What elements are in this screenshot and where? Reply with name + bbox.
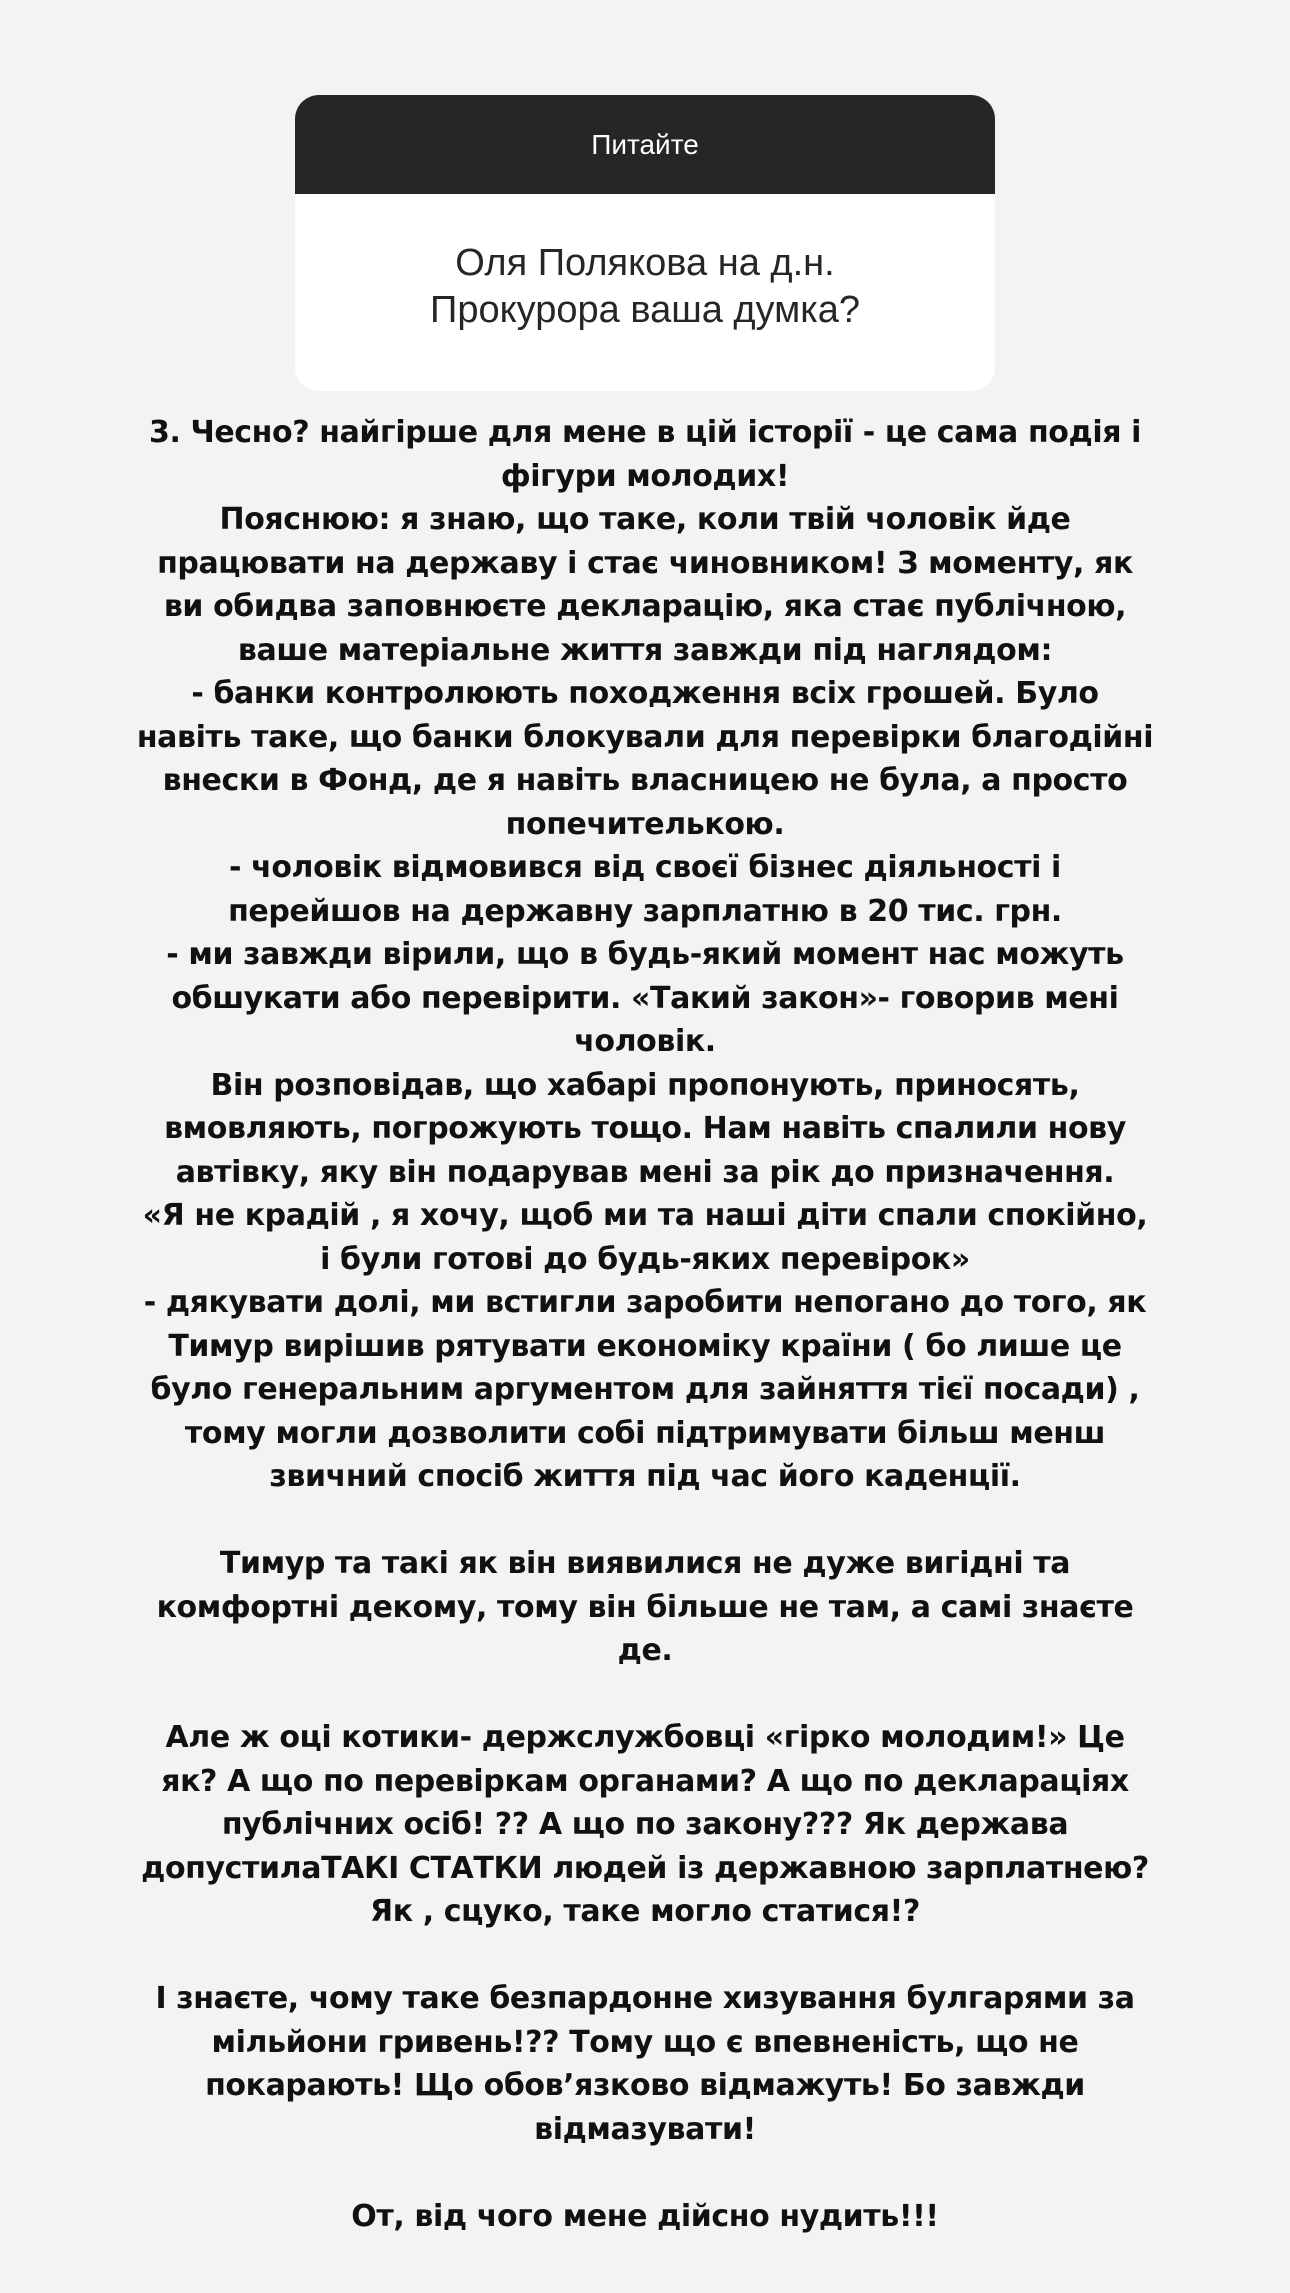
answer-line [110, 1499, 1180, 1543]
answer-line: Але ж оці котики- держслужбовці «гірко молодим!» Це [165, 1720, 1125, 1755]
answer-line: Пояснюю: я знаю, що таке, коли твій чоловік йде [219, 502, 1071, 537]
answer-line: От, від чого мене дійсно нудить!!! [351, 2198, 939, 2234]
answer-line: попечителькою. [505, 806, 785, 842]
answer-line: де. [617, 1633, 673, 1668]
answer-line: - чоловік відмовився від своєї бізнес діяльності і [229, 850, 1061, 885]
answer-line: публічних осіб! ?? А що по закону??? Як держава [221, 1807, 1069, 1842]
answer-line: автівку, яку він подарував мені за рік до призначення. [175, 1154, 1115, 1190]
answer-line: чоловік. [574, 1024, 716, 1059]
answer-line: допустилаТАКІ СТАТКИ людей із державною зарплатнею? [141, 1850, 1149, 1886]
answer-line: і були готові до будь-яких перевірок» [320, 1241, 970, 1277]
answer-line: навіть таке, що банки блокували для перевірки благодійні [136, 719, 1154, 755]
answer-line: було генеральним аргументом для зайняття тієї посади) , [150, 1372, 1140, 1407]
question-text: Оля Полякова на д.н. Прокурора ваша думка? [430, 241, 860, 331]
answer-line: «Я не крадій , я хочу, щоб ми та наші діти спали спокійно, [142, 1198, 1148, 1233]
answer-line: Він розповідав, що хабарі пропонують, приносять, [210, 1067, 1080, 1103]
answer-line: - банки контролюють походження всіх грошей. Було [191, 676, 1099, 711]
answer-line: відмазувати! [534, 2111, 756, 2147]
answer-line: Тимур та такі як він виявилися не дуже вигідні та [219, 1546, 1071, 1581]
answer-line: - ми завжди вірили, що в будь-який момент нас можуть [166, 937, 1124, 972]
answer-line [110, 2151, 1180, 2195]
answer-line: внески в Фонд, де я навіть власницею не була, а просто [162, 763, 1128, 798]
answer-line: працювати на державу і стає чиновником! З моменту, як [157, 545, 1133, 581]
answer-line: вмовляють, погрожують тощо. Нам навіть спалили нову [164, 1111, 1126, 1146]
answer-line: - дякувати долі, ми встигли заробити непогано до того, як [143, 1285, 1147, 1320]
answer-line: 3. Чесно? найгірше для мене в цій історії - це сама подія і [148, 415, 1141, 450]
answer-line: І знаєте, чому таке безпардонне хизування булгарями за [155, 1981, 1135, 2016]
answer-line: покарають! Що обов’язково відмажуть! Бо завжди [205, 2068, 1085, 2103]
answer-line: комфортні декому, тому він більше не там, а самі знаєте [156, 1589, 1134, 1625]
answer-line: ваше матеріальне життя завжди під наглядом: [237, 632, 1053, 668]
answer-line: мільйони гривень!?? Тому що є впевненість, що не [211, 2024, 1079, 2060]
answer-line [110, 1934, 1180, 1978]
answer-line: Тимур вирішив рятувати економіку країни ( бо лише це [168, 1328, 1122, 1364]
answer-line: фігури молодих! [500, 458, 790, 494]
answer-line [110, 1673, 1180, 1717]
answer-line: обшукати або перевірити. «Такий закон»- говорив мені [171, 980, 1119, 1016]
answer-line: перейшов на державну зарплатню в 20 тис. грн. [228, 893, 1062, 929]
answer-line: звичний спосіб життя під час його каденції. [269, 1459, 1021, 1494]
answer-line: тому могли дозволити собі підтримувати більш менш [184, 1415, 1106, 1451]
answer-line: ви обидва заповнюєте декларацію, яка стає публічною, [163, 589, 1127, 624]
answer-line: як? А що по перевіркам органами? А що по деклараціях [161, 1763, 1129, 1799]
question-sticker-header: Питайте [295, 95, 995, 194]
answer-text [110, 411, 1180, 2238]
answer-line: Як , сцуко, таке могло статися!? [370, 1894, 920, 1929]
question-sticker [295, 95, 995, 391]
